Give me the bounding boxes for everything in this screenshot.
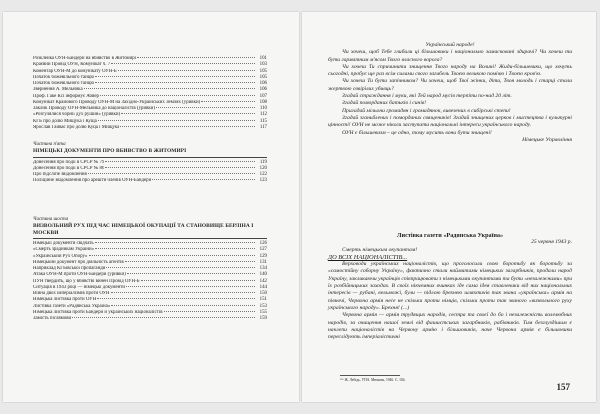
toc-entry-page: 105	[259, 68, 267, 74]
footnote-rule	[340, 375, 400, 376]
section-6-items	[33, 241, 267, 322]
leaflet-title: Листівка газети «Радянська Україна»	[396, 232, 504, 239]
right-page	[302, 12, 596, 402]
leaflet-paragraph: Згадай зганьблених і поморданих священиків! Згадай знищених церков і мистецтва і культурні цінності! ОУН не може нікоги заступати національні інтереси українського народу.	[328, 114, 572, 129]
toc-entry-title: Краєвий Провід ОУН, Комунікат ч. 7	[33, 62, 111, 68]
leaflet-paragraph: Чи хочеш, щоб Тебе глибили ці більшовики і національно замасковані здирачі? Чи хочеш ти бути гарматним м'ясом Твого власного ворога?	[328, 49, 572, 63]
toc-entry	[33, 125, 267, 131]
toc-leader-dots	[120, 126, 255, 127]
toc-leader-dots	[95, 82, 255, 83]
toc-leader-dots	[100, 95, 255, 96]
toc-entry-page: 110	[259, 106, 267, 111]
toc-entry-title: Ситуація в 1943 році — німецькі документи	[33, 284, 125, 290]
toc-entry-title: «Смерть зрадникам України»	[33, 247, 95, 253]
leaflet-paragraph: Чи хочеш Ти бути запічником? Чи хочеш, щоб Твої жінки, діти, Твоя молодь і старці стали жертвою озвірілих убивць?	[328, 78, 572, 92]
toc-leader-dots	[125, 261, 255, 262]
toc-leader-dots	[84, 88, 255, 89]
leaflet-paragraph: Чи хочеш Ти спричинити знищення Твого народу на Волині! Жиди-більшевики, що хочуть сьогодні, пробує ще раз всім силами свого загибель Твоєю великою помічю і Твоєю кров'ю.	[328, 63, 572, 78]
toc-entry-page: 134	[259, 266, 267, 272]
toc-entry-title: Листівка газети «Радянська Україна»	[33, 303, 111, 309]
toc-entry-page: 140	[259, 272, 267, 278]
toc-entry-page: 126	[259, 241, 267, 247]
leaflet-greeting: Смерть німецьким окупантам!	[342, 246, 418, 253]
toc-leader-dots	[118, 70, 255, 71]
toc-entry-title: Донесення про події в СРСР № 86	[33, 165, 105, 171]
toc-section-5	[33, 136, 267, 185]
toc-leader-dots	[111, 63, 255, 64]
section-6-title: ВИЗВОЛЬНИЙ РУХ ПІД ЧАС НІМЕЦЬКОЇ ОКУПАЦІЇ ТА СТАНОВИЩЕ БЕРЛІНА І МОСКВИ	[33, 223, 254, 236]
toc-entry-title: Звернення А. Мельника	[33, 87, 83, 93]
toc-leader-dots	[105, 161, 255, 162]
toc-entry-title: Німецька листівка проти Бандери й українських націоналістів	[33, 309, 163, 315]
toc-section-6	[33, 211, 267, 322]
toc-entry-title: Німецький документ про діяльність агентів	[33, 259, 124, 265]
toc-entry-page: 129	[259, 253, 267, 259]
toc-leader-dots	[137, 57, 255, 58]
toc-entry-title: Атака ОУН-М проти ОУН-Бандери (уривки)	[33, 272, 126, 278]
leaflet-paragraph: Пригадай мільони громадян і громадянок, вивезених в сибірські степи!	[342, 107, 511, 114]
toc-entry-page: 106	[259, 81, 267, 86]
leaflet-paragraph: Німецьке Управління	[522, 136, 572, 143]
toc-entry-title: ПУН твердить, що у вбивстві винен Провід ОУН-Б	[33, 278, 140, 284]
toc-entry-page: 105	[259, 74, 267, 80]
toc-leader-dots	[201, 101, 255, 102]
toc-entry-page: 151	[259, 297, 267, 303]
leaflet-paragraph: Червона армія — армія трудящих народів, сестра та своєї до бо і незалежність волелюбних народів, за очищення нашої землі від фашистських загарбників, рабівників. Тим безглуздішим є наклепи націоналістів на Червону армію і більшовиків, наче Червона армія є більшовики переслідують імперіалістичні	[328, 312, 572, 341]
toc-entry-title: Початок божевільного танцю	[33, 81, 94, 86]
toc-entry-title: Коментар ОУН-М до комунікату ОУН-Б	[33, 68, 117, 74]
toc-entry-title: «Розгулялися чорнії дух рушин» (уривки)	[33, 112, 121, 118]
section-5-rule	[33, 157, 267, 158]
leaflet-date: 25 червня 1943 р.	[531, 239, 572, 246]
toc-entry-title: Німецька листівка проти ОУН	[33, 297, 97, 303]
toc-leader-dots	[164, 311, 255, 312]
toc-entry-page: 153	[259, 303, 267, 309]
toc-entry-title: Комунікат Крайового Проводу ОУН-М на Західно-Українських Землях (уривки)	[33, 99, 201, 105]
toc-leader-dots	[106, 267, 255, 268]
leaflet-paragraph: Згадай поморданих батьків і синів!	[342, 100, 427, 107]
toc-entry	[33, 178, 267, 184]
toc-entry-title: Початок божевільного танцю	[33, 74, 94, 80]
toc-leader-dots	[156, 107, 255, 108]
toc-entry-page: 144	[259, 284, 267, 290]
leaflet-paragraph: ОУН є більшевизм – це одно, тому мусить вони бути знищені!	[342, 129, 492, 136]
toc-entry-page: 108	[259, 99, 267, 105]
toc-entry-title: Ярослав Гайвас про долю Куца і Мищука	[33, 124, 120, 130]
german-leaflet-text	[328, 42, 572, 144]
toc-leader-dots	[95, 248, 255, 249]
toc-leader-dots	[152, 179, 255, 180]
page-number: 157	[556, 382, 570, 392]
toc-entry-page: 107	[259, 93, 267, 99]
section-5-items	[33, 160, 267, 185]
section-5-title: НІМЕЦЬКІ ДОКУМЕНТИ ПРО ВБИВСТВО В ЖИТОМИРІ	[33, 148, 187, 155]
footnote: ¹⁵⁶ Ж. Лебідь, УПА. Мюнхен, 1946. С. 104.	[340, 378, 406, 382]
toc-entry-title: Про підсліпе звідомлення	[33, 172, 87, 178]
toc-entry-page: 123	[259, 178, 267, 184]
toc-entry-page: 115	[259, 118, 267, 124]
toc-entry-title: Поліційне звідомлення про арешти членів ОУН-Бандери	[33, 178, 152, 184]
toc-entry-page: 150	[259, 291, 267, 297]
toc-entry-title: Проф. Гаке Ксі інформує Абвер	[33, 93, 99, 99]
leaflet-block	[328, 232, 572, 341]
leaflet-paragraph: Верховоди українських націоналістів, що проголосили свою боротьбу як боротьбу за «самостійну соборну Україну», фактично стали наймитами німецьких загарбників, продали народ Україну, закликаючи українців співпрацювати з німецькими окупантами та бути «незалежними» при їх розбійницьких заходах. В своїх нікчемних вчинках іде сама ідея ставленики від них національних інтересів — рубані, вельможі, були — підлою брехнею шляхтичів так звана «українська» армія на півночі, Червона армія несе не скільки проти німців, скільки проти так званого «визвольного руху українського народу». Брехня! (...)	[328, 261, 572, 311]
toc-leader-dots	[95, 242, 255, 243]
section-6-rule	[33, 238, 267, 239]
toc-entry-page: 106	[259, 87, 267, 93]
leaflet-heading: ДО ВСІХ НАЦІОНАЛІСТІВ...	[328, 253, 408, 261]
toc-entry-title: Німецькі документи свідчать	[33, 241, 94, 247]
toc-leader-dots	[111, 305, 255, 306]
toc-entry-title: КГБ про долю Мищука і Куща	[33, 118, 97, 124]
toc-entry-title: Розклейка ОУН-Бандери на вбивство в Житомирі	[33, 56, 137, 61]
toc-entry-page: 103	[259, 62, 267, 68]
toc-entry-page: 159	[259, 316, 267, 322]
toc-entry-page: 131	[259, 259, 267, 265]
toc-entry	[33, 316, 267, 322]
leaflet-paragraph: Згадай страждання і муки, які Тей народ мусів терпіти по-над 20 літ.	[342, 93, 512, 100]
toc-entry-page: 127	[259, 247, 267, 253]
toc-leader-dots	[98, 120, 255, 121]
toc-top-list	[33, 56, 267, 131]
toc-leader-dots	[95, 76, 255, 77]
toc-leader-dots	[88, 173, 255, 174]
toc-entry-title: «Український Рух Опору»	[33, 253, 88, 259]
toc-entry-page: 101	[259, 56, 267, 61]
toc-leader-dots	[121, 113, 255, 114]
toc-entry-page: 117	[259, 124, 267, 130]
toc-leader-dots	[97, 298, 255, 299]
toc-entry-title: Донесення про події в СРСР № 79	[33, 159, 105, 165]
toc-leader-dots	[89, 255, 255, 256]
section-5-label: Частина п'ята	[33, 142, 66, 147]
toc-leader-dots	[105, 167, 255, 168]
toc-leader-dots	[111, 292, 255, 293]
toc-entry-title: Замість післямови	[33, 316, 72, 322]
toc-entry-page: 122	[259, 172, 267, 178]
toc-entry-page: 112	[259, 112, 267, 118]
toc-leader-dots	[141, 280, 255, 281]
toc-entry-page: 119	[259, 159, 267, 165]
toc-entry-page: 155	[259, 309, 267, 315]
toc-leader-dots	[72, 317, 255, 318]
toc-entry-page: 120	[259, 165, 267, 171]
toc-entry-title: Наприклад КГБівської пропаганди	[33, 266, 106, 272]
section-6-label: Частина шоста	[33, 217, 69, 222]
left-page	[3, 12, 299, 402]
toc-leader-dots	[127, 273, 255, 274]
toc-entry-title: Заклик Проводу ОУН-Мельника до націоналістів (уривки)	[33, 106, 156, 111]
leaflet-paragraph: Український народе!	[425, 42, 475, 48]
toc-entry-page: 142	[259, 278, 267, 284]
toc-entry-title: Війна двох імперіалізмів проти ОУН	[33, 291, 110, 297]
toc-leader-dots	[126, 286, 255, 287]
